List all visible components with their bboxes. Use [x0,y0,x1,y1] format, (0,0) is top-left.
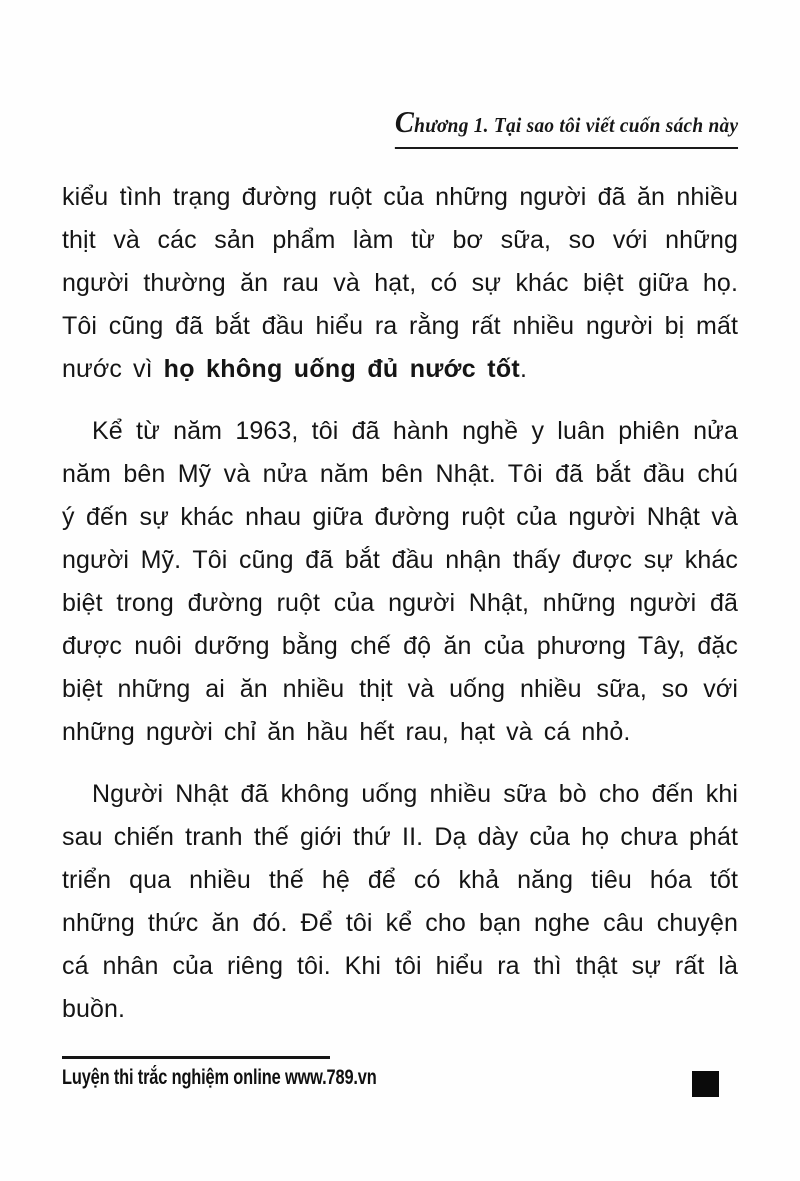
page-body [62,176,738,1031]
running-header [365,104,738,149]
paragraph [62,410,738,754]
bold-phrase: họ không uống đủ nước tốt [163,355,521,383]
paragraph [62,176,738,391]
chapter-header-title: Chương 1. Tại sao tôi viết cuốn sách này [395,104,738,149]
page-corner-mark [692,1071,719,1097]
text-segment: . [520,355,528,383]
text-segment: Người Nhật đã không uống nhiều sữa bò cho đến khi sau chiến tranh thế giới thứ II. Dạ dày của họ chưa phát triển qua nhiều thế hệ để có khả năng tiêu hóa tốt những thức ăn đó. Để tôi kể cho bạn nghe câu chuyện cá nhân của riêng tôi. Khi tôi hiểu ra thì thật sự rất là buồn. [62,780,738,1023]
footer-promo-text: Luyện thi trắc nghiệm online www.789.vn [62,1066,377,1089]
text-segment: kiểu tình trạng đường ruột của những người đã ăn nhiều thịt và các sản phẩm làm từ bơ sữa, so với những người thường ăn rau và hạt, có sự khác biệt giữa họ. Tôi cũng đã bắt đầu hiểu ra rằng rất nhiều người bị mất nước vì [62,183,738,383]
text-segment: Kể từ năm 1963, tôi đã hành nghề y luân phiên nửa năm bên Mỹ và nửa năm bên Nhật. Tôi đã bắt đầu chú ý đến sự khác nhau giữa đường ruột của người Nhật và người Mỹ. Tôi cũng đã bắt đầu nhận thấy được sự khác biệt trong đường ruột của người Nhật, những người đã được nuôi dưỡng bằng chế độ ăn của phương Tây, đặc biệt những ai ăn nhiều thịt và uống nhiều sữa, so với những người chỉ ăn hầu hết rau, hạt và cá nhỏ. [62,417,738,746]
footer-rule [62,1056,330,1059]
paragraph [62,773,738,1031]
page-footer [62,1056,465,1090]
